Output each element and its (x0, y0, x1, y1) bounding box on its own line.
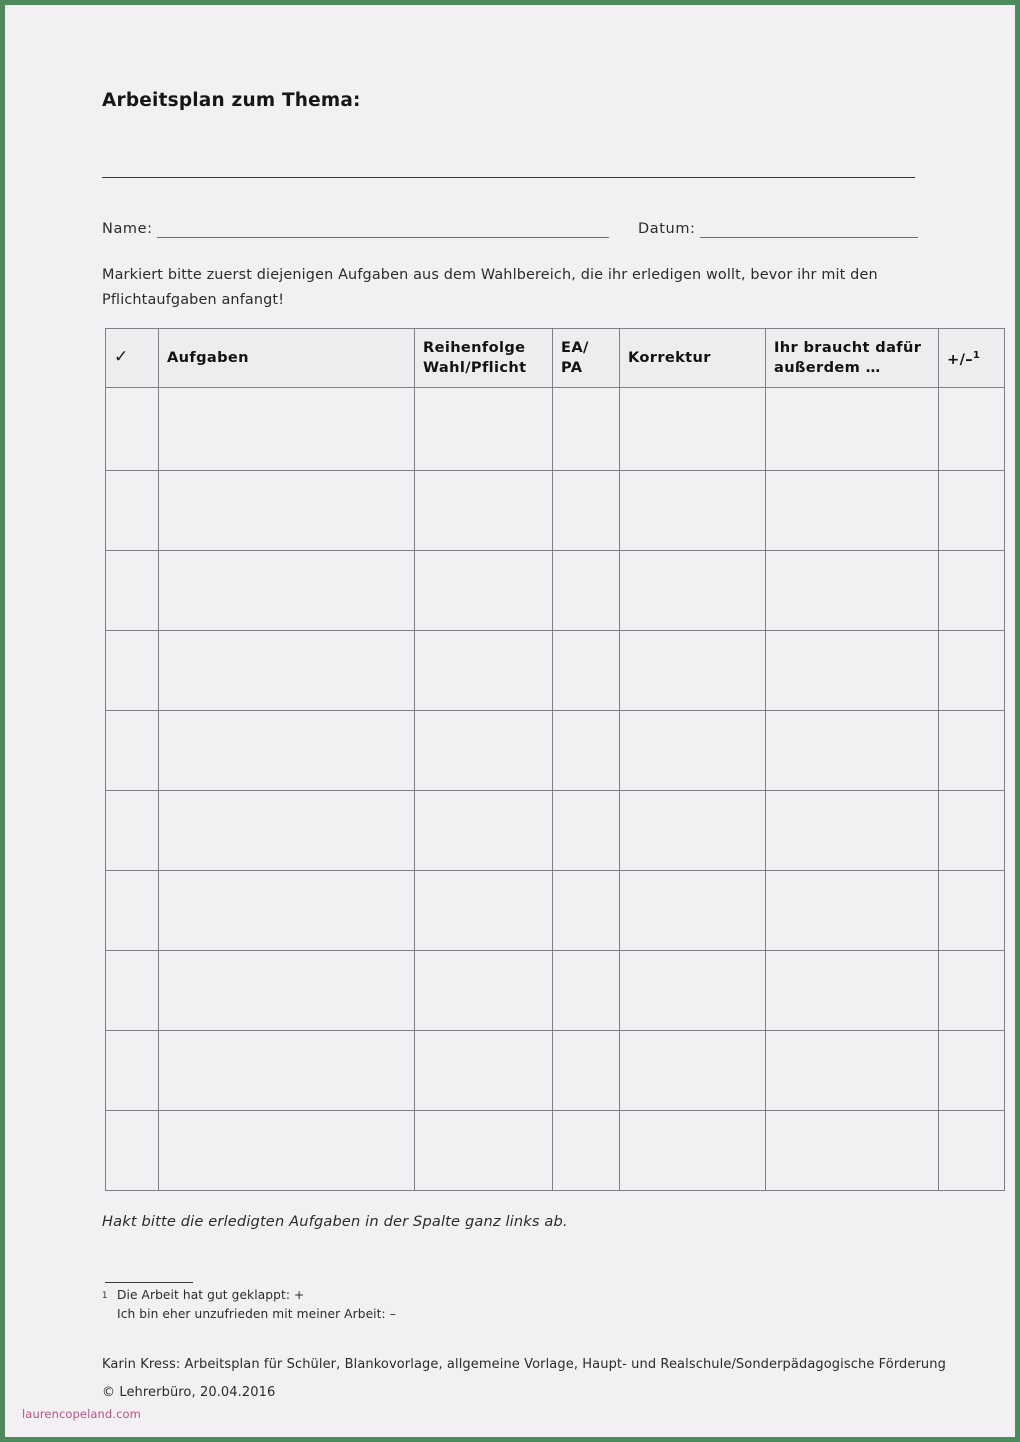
table-cell-reihenfolge[interactable] (415, 1031, 553, 1111)
footnote-line-1: Die Arbeit hat gut geklappt: + (117, 1288, 305, 1302)
table-cell-eapa[interactable] (553, 551, 620, 631)
table-cell-check[interactable] (106, 471, 159, 551)
table-cell-aufgaben[interactable] (159, 871, 415, 951)
intro-instruction: Markiert bitte zuerst diejenigen Aufgaben aus dem Wahlbereich, die ihr erledigen wollt, bevor ihr mit den Pflichtaufgaben anfangt! (102, 267, 878, 308)
table-cell-braucht[interactable] (766, 1031, 939, 1111)
table-header (106, 329, 1005, 388)
name-input-line[interactable] (157, 222, 609, 238)
table-cell-reihenfolge[interactable] (415, 631, 553, 711)
table-cell-braucht[interactable] (766, 551, 939, 631)
table-cell-braucht[interactable] (766, 1111, 939, 1191)
column-header-reihenfolge-line1: Reihenfolge (423, 339, 526, 356)
table-cell-korrektur[interactable] (620, 871, 766, 951)
footnote-marker: 1 (102, 1291, 108, 1301)
table-cell-reihenfolge[interactable] (415, 471, 553, 551)
table-cell-eapa[interactable] (553, 388, 620, 471)
column-header-plusminus (939, 329, 1005, 388)
column-header-eapa-line2: PA (561, 359, 583, 376)
table-cell-aufgaben[interactable] (159, 551, 415, 631)
page-title: Arbeitsplan zum Thema: (102, 90, 361, 111)
table-cell-korrektur[interactable] (620, 1031, 766, 1111)
table-row (106, 1111, 1005, 1191)
column-header-eapa-line1: EA/ (561, 339, 589, 356)
footnote-line-2: Ich bin eher unzufrieden mit meiner Arbeit: – (117, 1307, 396, 1321)
table-cell-plusminus[interactable] (939, 1031, 1005, 1111)
table-row (106, 1031, 1005, 1111)
table-cell-plusminus[interactable] (939, 871, 1005, 951)
table-cell-reihenfolge[interactable] (415, 1111, 553, 1191)
table-cell-check[interactable] (106, 791, 159, 871)
table-cell-aufgaben[interactable] (159, 951, 415, 1031)
table-cell-braucht[interactable] (766, 791, 939, 871)
table-row (106, 711, 1005, 791)
table-cell-korrektur[interactable] (620, 631, 766, 711)
table-cell-aufgaben[interactable] (159, 791, 415, 871)
table-cell-plusminus[interactable] (939, 471, 1005, 551)
title-underline-rule (102, 177, 915, 178)
table-row (106, 551, 1005, 631)
table-cell-check[interactable] (106, 711, 159, 791)
credits-block (102, 1351, 946, 1407)
column-header-plusminus-footnote-marker: 1 (972, 350, 981, 362)
table-cell-braucht[interactable] (766, 711, 939, 791)
table-cell-eapa[interactable] (553, 711, 620, 791)
footnote-lines (117, 1286, 396, 1324)
checkmark-icon: ✓ (114, 347, 129, 367)
table-header-row (106, 329, 1005, 388)
date-label: Datum: (638, 221, 696, 237)
table-cell-plusminus[interactable] (939, 388, 1005, 471)
table-cell-plusminus[interactable] (939, 711, 1005, 791)
footnote-separator-rule (105, 1282, 193, 1283)
table-cell-check[interactable] (106, 951, 159, 1031)
date-input-line[interactable] (700, 222, 918, 238)
column-header-braucht-line1: Ihr braucht dafür (774, 339, 922, 356)
table-cell-check[interactable] (106, 631, 159, 711)
table-cell-check[interactable] (106, 388, 159, 471)
name-field[interactable] (102, 221, 609, 238)
column-header-eapa (553, 329, 620, 388)
table-cell-eapa[interactable] (553, 951, 620, 1031)
table-cell-aufgaben[interactable] (159, 711, 415, 791)
column-header-aufgaben: Aufgaben (159, 329, 415, 388)
table-cell-braucht[interactable] (766, 951, 939, 1031)
worksheet-page (5, 5, 1015, 1437)
table-cell-korrektur[interactable] (620, 711, 766, 791)
credits-line-2: © Lehrerbüro, 20.04.2016 (102, 1385, 276, 1400)
table-cell-check[interactable] (106, 1031, 159, 1111)
table-cell-plusminus[interactable] (939, 551, 1005, 631)
table-cell-korrektur[interactable] (620, 471, 766, 551)
name-label: Name: (102, 221, 153, 237)
table-row (106, 871, 1005, 951)
watermark-label: laurencopeland.com (22, 1407, 141, 1421)
column-header-braucht-line2: außerdem … (774, 359, 881, 376)
table-cell-korrektur[interactable] (620, 551, 766, 631)
table-cell-plusminus[interactable] (939, 791, 1005, 871)
column-header-plusminus-label: +/– (947, 350, 973, 368)
table-cell-aufgaben[interactable] (159, 631, 415, 711)
table-cell-eapa[interactable] (553, 471, 620, 551)
table-cell-eapa[interactable] (553, 631, 620, 711)
table-cell-eapa[interactable] (553, 1111, 620, 1191)
table-cell-aufgaben[interactable] (159, 1111, 415, 1191)
table-cell-aufgaben[interactable] (159, 471, 415, 551)
table-cell-braucht[interactable] (766, 871, 939, 951)
table-cell-braucht[interactable] (766, 388, 939, 471)
table-cell-eapa[interactable] (553, 791, 620, 871)
table-body (106, 388, 1005, 1191)
table-cell-check[interactable] (106, 871, 159, 951)
worksheet-table-wrapper (105, 328, 981, 1191)
column-header-check (106, 329, 159, 388)
credits-line-1: Karin Kress: Arbeitsplan für Schüler, Blankovorlage, allgemeine Vorlage, Haupt- und Realschule/Sonderpädagogische Förderung (102, 1357, 946, 1372)
worksheet-table (105, 328, 1005, 1191)
table-cell-braucht[interactable] (766, 471, 939, 551)
table-cell-reihenfolge[interactable] (415, 791, 553, 871)
table-cell-reihenfolge[interactable] (415, 871, 553, 951)
table-row (106, 471, 1005, 551)
table-cell-reihenfolge[interactable] (415, 711, 553, 791)
table-cell-reihenfolge[interactable] (415, 551, 553, 631)
table-cell-korrektur[interactable] (620, 951, 766, 1031)
table-cell-eapa[interactable] (553, 1031, 620, 1111)
table-cell-plusminus[interactable] (939, 951, 1005, 1031)
table-cell-reihenfolge[interactable] (415, 951, 553, 1031)
table-cell-braucht[interactable] (766, 631, 939, 711)
table-cell-korrektur[interactable] (620, 1111, 766, 1191)
footnote-block (102, 1286, 396, 1324)
table-cell-eapa[interactable] (553, 871, 620, 951)
table-cell-aufgaben[interactable] (159, 388, 415, 471)
table-row (106, 388, 1005, 471)
table-cell-plusminus[interactable] (939, 1111, 1005, 1191)
table-cell-check[interactable] (106, 551, 159, 631)
table-row (106, 791, 1005, 871)
table-row (106, 631, 1005, 711)
table-cell-check[interactable] (106, 1111, 159, 1191)
below-table-instruction: Hakt bitte die erledigten Aufgaben in der Spalte ganz links ab. (102, 1213, 568, 1230)
table-row (106, 951, 1005, 1031)
table-cell-korrektur[interactable] (620, 791, 766, 871)
table-cell-plusminus[interactable] (939, 631, 1005, 711)
date-field[interactable] (638, 221, 918, 238)
worksheet-sheet (5, 5, 1015, 1437)
identity-fields (102, 221, 917, 243)
column-header-korrektur: Korrektur (620, 329, 766, 388)
table-cell-aufgaben[interactable] (159, 1031, 415, 1111)
table-cell-korrektur[interactable] (620, 388, 766, 471)
column-header-braucht (766, 329, 939, 388)
table-cell-reihenfolge[interactable] (415, 388, 553, 471)
column-header-reihenfolge-line2: Wahl/Pflicht (423, 359, 527, 376)
column-header-reihenfolge (415, 329, 553, 388)
